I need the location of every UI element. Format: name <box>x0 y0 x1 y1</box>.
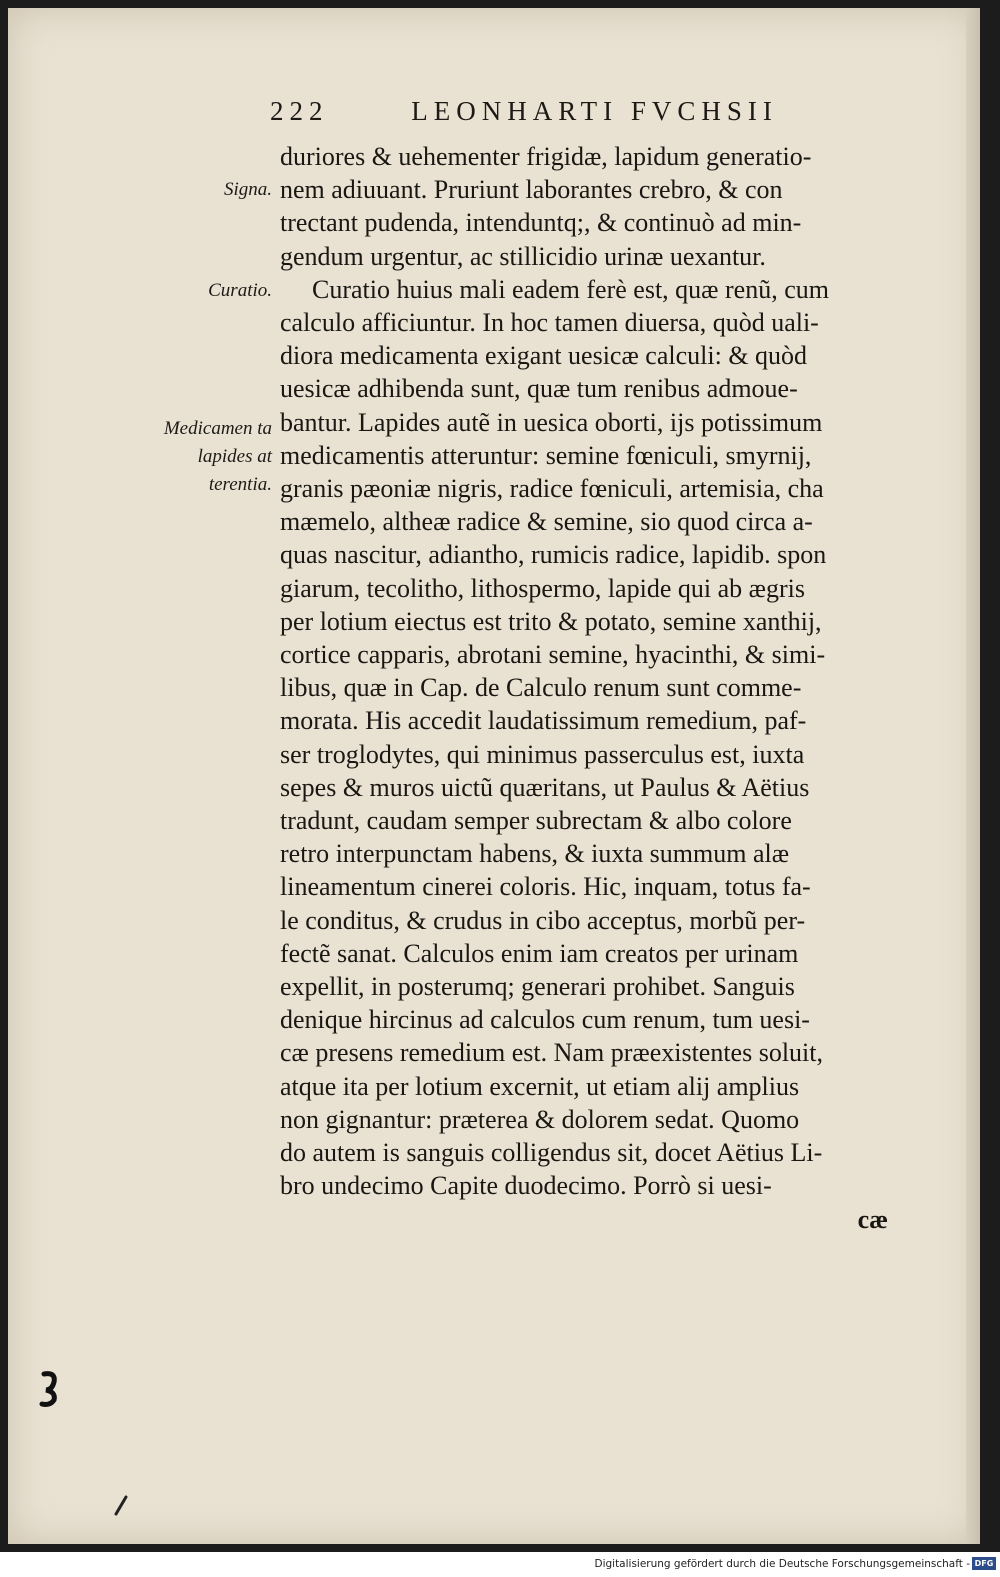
text-line: bro undecimo Capite duodecimo. Porrò si uesi- <box>280 1171 772 1201</box>
text-line: tradunt, caudam semper subrectam & albo colore <box>280 806 792 836</box>
text-line: gendum urgentur, ac stillicidio urinæ uexantur. <box>280 241 766 271</box>
text-line: mæmelo, altheæ radice & semine, sio quod circa a- <box>280 507 813 537</box>
text-line: granis pæoniæ nigris, radice fœniculi, artemisia, cha <box>280 474 824 504</box>
text-line: giarum, tecolitho, lithospermo, lapide qui ab ægris <box>280 573 805 603</box>
text-line: ser troglodytes, qui minimus passerculus est, iuxta <box>280 739 805 769</box>
text-line: lineamentum cinerei coloris. Hic, inquam, totus fa- <box>280 872 811 902</box>
text-line: le conditus, & crudus in cibo acceptus, morbũ per- <box>280 905 806 935</box>
text-line: libus, quæ in Cap. de Calculo renum sunt comme- <box>280 673 802 703</box>
running-head <box>270 96 830 127</box>
text-line: bantur. Lapides autẽ in uesica oborti, ijs potissimum <box>280 407 823 437</box>
page-edge <box>966 8 980 1544</box>
text-line: cortice capparis, abrotani semine, hyacinthi, & simi- <box>280 640 826 670</box>
ink-mark-icon <box>38 1368 64 1408</box>
text-line: fectẽ sanat. Calculos enim iam creatos per urinam <box>280 938 799 968</box>
footer-credit: Digitalisierung gefördert durch die Deutsche Forschungsgemeinschaft - <box>594 1558 970 1570</box>
text-line: do autem is sanguis colligendus sit, docet Aëtius Li- <box>280 1138 823 1168</box>
catchword: cæ <box>857 1204 888 1234</box>
margin-note-medicamenta: Medicamen ta lapides at terentia. <box>163 418 272 495</box>
text-line: expellit, in posterumq; generari prohibet. Sanguis <box>280 972 795 1002</box>
running-title: LEONHARTI FVCHSII <box>411 96 778 126</box>
text-line: denique hircinus ad calculos cum renum, tum uesi- <box>280 1005 810 1035</box>
text-line: cæ presens remedium est. Nam præexistentes soluit, <box>280 1038 824 1068</box>
text-line: Curatio huius mali eadem ferè est, quæ renũ, cum <box>312 274 829 304</box>
text-line: nem adiuuant. Pruriunt laborantes crebro, & con <box>280 175 783 205</box>
page-number: 222 <box>270 96 329 126</box>
text-line: quas nascitur, adiantho, rumicis radice, lapidib. spon <box>280 540 827 570</box>
text-line: retro interpunctam habens, & iuxta summum alæ <box>280 839 790 869</box>
text-line: diora medicamenta exigant uesicæ calculi: & quòd <box>280 341 808 371</box>
text-line: duriores & uehementer frigidæ, lapidum generatio- <box>280 142 812 171</box>
text-line: calculo afficiuntur. In hoc tamen diuersa, quòd uali- <box>280 308 819 338</box>
footer-bar <box>0 1552 1000 1577</box>
main-text-block <box>280 140 890 1236</box>
margin-note-signa: Signa. <box>223 179 272 200</box>
text-line: sepes & muros uictũ quæritans, ut Paulus & Aëtius <box>280 772 810 802</box>
ink-stroke-icon <box>112 1494 130 1518</box>
text-line: medicamentis atteruntur: semine fœniculi, smyrnij, <box>280 440 812 470</box>
margin-note-curatio: Curatio. <box>208 280 272 301</box>
dfg-logo-icon: DFG <box>972 1557 996 1570</box>
text-line: morata. His accedit laudatissimum remedium, paf- <box>280 706 807 736</box>
text-line: uesicæ adhibenda sunt, quæ tum renibus admoue- <box>280 374 798 404</box>
text-line: non gignantur: præterea & dolorem sedat. Quomo <box>280 1104 800 1134</box>
text-line: trectant pudenda, intenduntq;, & continuò ad min- <box>280 208 802 238</box>
text-line: atque ita per lotium excernit, ut etiam alij amplius <box>280 1071 800 1101</box>
text-line: per lotium eiectus est trito & potato, semine xanthij, <box>280 606 822 636</box>
